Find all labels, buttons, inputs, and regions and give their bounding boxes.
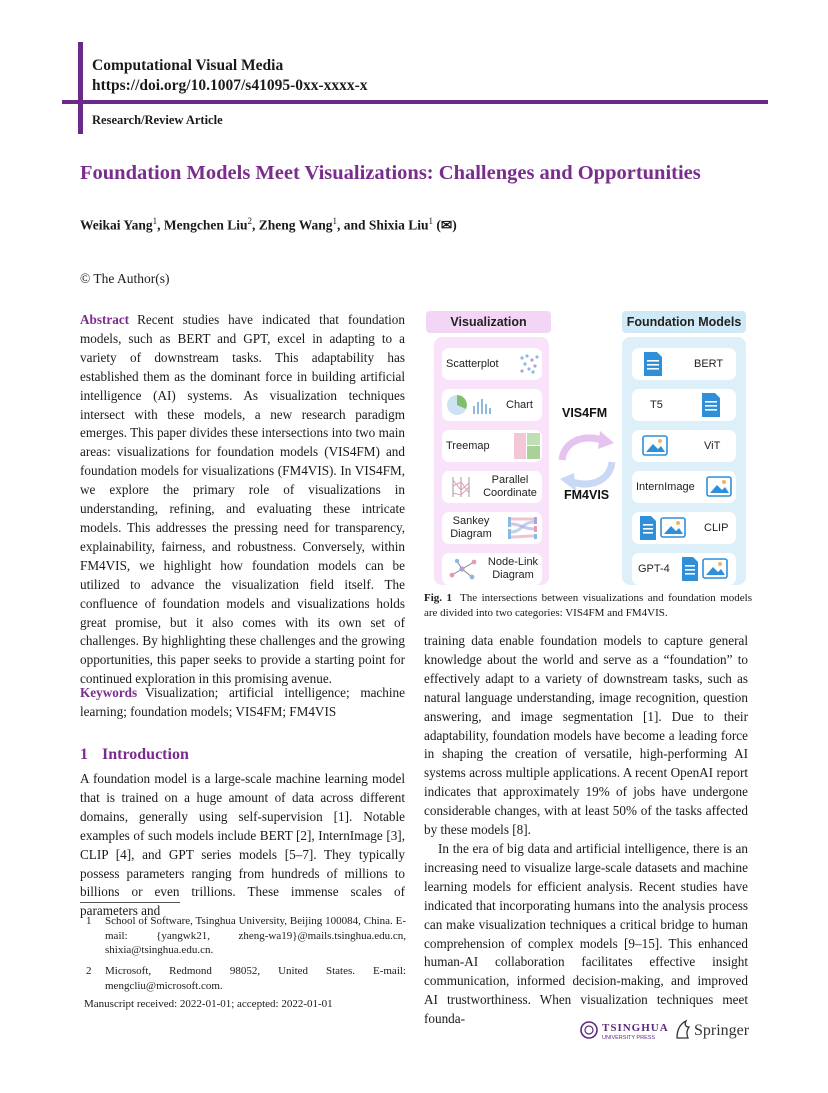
keywords — [80, 684, 405, 722]
scatterplot-icon — [518, 352, 540, 376]
header-rule — [62, 100, 768, 104]
visualization-header: Visualization — [426, 311, 551, 333]
author-name: Zheng Wang — [258, 217, 333, 233]
viz-item-treemap — [442, 430, 542, 462]
fm-item-t5 — [632, 389, 736, 421]
intro-paragraph-left: A foundation model is a large-scale machine learning model that is trained on a huge amount of data across different domains, generally using self-supervision [1]. Notable examples of such models include BERT [2], InternImage [3], CLIP [4], and GPT series models [5–7]. They typically possess parameters ranging from hundreds of millions to billions or even trillions. These immense scales of parameters and — [80, 771, 405, 919]
author-name: Shixia Liu — [368, 217, 429, 233]
viz-item-parallel-coordinate — [442, 471, 542, 503]
paper-title: Foundation Models Meet Visualizations: Challenges and Opportunities — [80, 162, 701, 184]
manuscript-dates: Manuscript received: 2022-01-01; accepted: 2022-01-01 — [84, 998, 333, 1010]
author-list — [80, 216, 457, 234]
fm-item-bert — [632, 348, 736, 380]
abstract — [80, 311, 405, 689]
figure-caption-text: The intersections between visualizations and foundation models are divided into two categories: VIS4FM and FM4VIS. — [424, 592, 752, 619]
section-title: Introduction — [102, 746, 189, 763]
foundation-models-header: Foundation Models — [622, 311, 746, 333]
author-name: Mengchen Liu — [163, 217, 248, 233]
doi-link[interactable]: https://doi.org/10.1007/s41095-0xx-xxxx-x — [92, 77, 368, 94]
footnote — [80, 914, 406, 958]
document-icon — [640, 516, 656, 540]
image-icon — [706, 475, 734, 499]
section-heading — [80, 746, 189, 764]
cycle-arrows-icon — [556, 426, 618, 496]
author-separator: , — [157, 217, 164, 233]
viz-item-label: Scatterplot — [446, 358, 499, 370]
fm-item-internimage — [632, 471, 736, 503]
header-accent-bar — [78, 42, 83, 134]
viz-item-label: Node-Link Diagram — [487, 556, 539, 581]
corresponding-author-mark: (✉) — [433, 217, 457, 233]
author-affiliation: 1 — [332, 216, 337, 226]
fm-item-vit — [632, 430, 736, 462]
fm-item-label: GPT-4 — [638, 563, 670, 575]
abstract-text: Recent studies have indicated that foundation models, such as BERT and GPT, excel in adapting to a variety of downstream tasks. This adaptability has established them as the dominant force in building artificial intelligence (AI) systems. As visualization techniques intersect with these models, a new research paradigm emerges. This paper divides these intersections into two main areas: visualizations for foundation models (VIS4FM) and foundation models for visualizations (FM4VIS). In VIS4FM, we explore the primary role of visualizations in understanding, refining, and evaluating these intricate models. This addresses the pressing need for transparency, explainability, fairness, and robustness. Conversely, within FM4VIS, we highlight how foundation models can be utilized to advance the visualization field itself. The confluence of foundation models and visualizations holds great promise, but it also comes with its own set of challenges. By highlighting these challenges and the growing opportunities, this paper seeks to provide a starting point for continued exploration in this promising avenue. — [80, 312, 405, 687]
fm-item-label: T5 — [650, 399, 663, 411]
image-icon — [642, 434, 672, 458]
tsinghua-emblem-icon — [580, 1020, 670, 1042]
fm-item-label: ViT — [704, 440, 721, 452]
figure-caption — [424, 591, 752, 620]
copyright-notice: © The Author(s) — [80, 271, 170, 286]
visualization-panel — [434, 337, 549, 585]
viz-item-scatterplot — [442, 348, 542, 380]
fm-item-gpt4 — [632, 553, 736, 585]
fm-item-label: InternImage — [636, 481, 695, 493]
abstract-label: Abstract — [80, 312, 130, 327]
parallel-coordinate-icon — [450, 476, 472, 498]
author-affiliation: 1 — [428, 216, 434, 226]
figure-1 — [424, 308, 750, 588]
viz-item-chart — [442, 389, 542, 421]
springer-horse-icon — [674, 1018, 754, 1042]
footnote-text: Microsoft, Redmond 98052, United States. E-mail: mengcliu@microsoft.com. — [105, 965, 406, 992]
document-icon — [644, 352, 662, 376]
footnote-rule — [80, 902, 180, 903]
footnote-number: 1 — [86, 915, 92, 927]
keywords-label: Keywords — [80, 685, 138, 700]
viz-item-label: Sankey Diagram — [450, 515, 492, 540]
foundation-models-panel — [622, 337, 746, 585]
author-name: Weikai Yang — [80, 217, 153, 233]
author-affiliation: 2 — [247, 216, 253, 226]
fm4vis-label: FM4VIS — [564, 488, 610, 502]
article-type: Research/Review Article — [92, 113, 223, 127]
intro-paragraph-right — [424, 632, 748, 1029]
tsinghua-wordmark: TSINGHUA — [602, 1022, 669, 1034]
intro-paragraph-2: In the era of big data and artificial intelligence, there is an increasing need to visualize large-scale datasets and machine learning models for efficient analysis. Recent studies have indicated that incorporating humans into the analysis process can make visualization techniques a critical bridge to human comprehension of complex models [9–15]. This enhanced human-AI collaboration facilitates effective insight communication, informed decision-making, and improved AI trustworthiness. When visualization techniques meet founda- — [424, 840, 748, 1027]
section-number: 1 — [80, 746, 88, 763]
tsinghua-subtext: UNIVERSITY PRESS — [602, 1035, 656, 1041]
sankey-diagram-icon — [508, 516, 538, 540]
author-affiliation: 1 — [152, 216, 158, 226]
image-icon — [702, 557, 730, 581]
fm-item-label: BERT — [694, 358, 724, 370]
image-icon — [660, 516, 688, 540]
node-link-diagram-icon — [448, 557, 478, 581]
viz-item-sankey-diagram — [442, 512, 542, 544]
author-separator: , and — [336, 217, 369, 233]
viz-item-label: Chart — [506, 399, 533, 411]
author-separator: , — [252, 217, 259, 233]
keywords-text: Visualization; artificial intelligence; machine learning; foundation models; VIS4FM; FM4VIS — [80, 685, 405, 719]
journal-name: Computational Visual Media — [92, 57, 284, 74]
footnote-text: School of Software, Tsinghua University, Beijing 100084, China. E-mail: {yangwk21, zheng-wa19}@mails.tsinghua.edu.cn, shixia@tsinghua.edu.cn. — [105, 915, 406, 956]
chart-icon — [446, 394, 496, 416]
viz-item-label: Treemap — [446, 440, 490, 452]
document-icon — [702, 393, 720, 417]
document-icon — [682, 557, 698, 581]
fm-item-label: CLIP — [704, 522, 729, 534]
intro-paragraph-continued: training data enable foundation models to capture general knowledge about the world and serve as a “foundation” to effectively adapt to a variety of downstream tasks, such as natural language understanding, image recognition, question answering, and image segmentation [1]. Due to their adaptability, foundation models have become a leading force in shaping the creation of versatile, high-performing AI systems across multiple applications. A recent OpenAI report indicates that approximately 19% of jobs have undergone considerable changes, with at least 50% of the tasks affected by these models [8]. — [424, 633, 748, 838]
springer-wordmark: Springer — [694, 1022, 750, 1039]
viz-item-label: Parallel Coordinate — [483, 474, 537, 499]
footnote-number: 2 — [86, 965, 92, 977]
vis4fm-label: VIS4FM — [562, 406, 608, 420]
fm-item-clip — [632, 512, 736, 544]
figure-caption-label: Fig. 1 — [424, 592, 452, 604]
viz-item-node-link-diagram — [442, 553, 542, 585]
treemap-icon — [514, 433, 540, 459]
footnote — [80, 964, 406, 993]
